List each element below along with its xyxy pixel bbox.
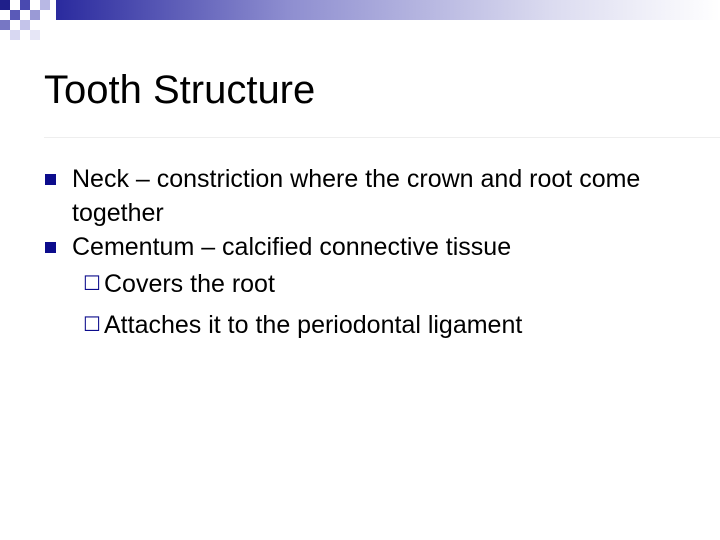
title-divider: [44, 137, 720, 138]
sub-bullet-text: Attaches it to the periodontal ligament: [104, 311, 523, 339]
sub-bullet-item: [0, 305, 720, 346]
hollow-square-icon: ☐: [83, 273, 101, 295]
bullet-list: [0, 162, 720, 346]
slide-title: Tooth Structure: [44, 68, 316, 112]
bullet-item: [0, 162, 720, 230]
decorative-header-band: [0, 0, 720, 48]
bullet-text: Cementum – calcified connective tissue: [72, 233, 512, 261]
filled-square-icon: [45, 242, 56, 253]
sub-bullet-item: [0, 264, 720, 305]
bullet-item: [0, 230, 720, 264]
sub-bullet-text: Covers the root: [104, 270, 275, 298]
checker-pattern-icon: [0, 0, 720, 48]
bullet-text: Neck – constriction where the crown and root come together: [72, 165, 641, 227]
hollow-square-icon: ☐: [83, 314, 101, 336]
filled-square-icon: [45, 174, 56, 185]
